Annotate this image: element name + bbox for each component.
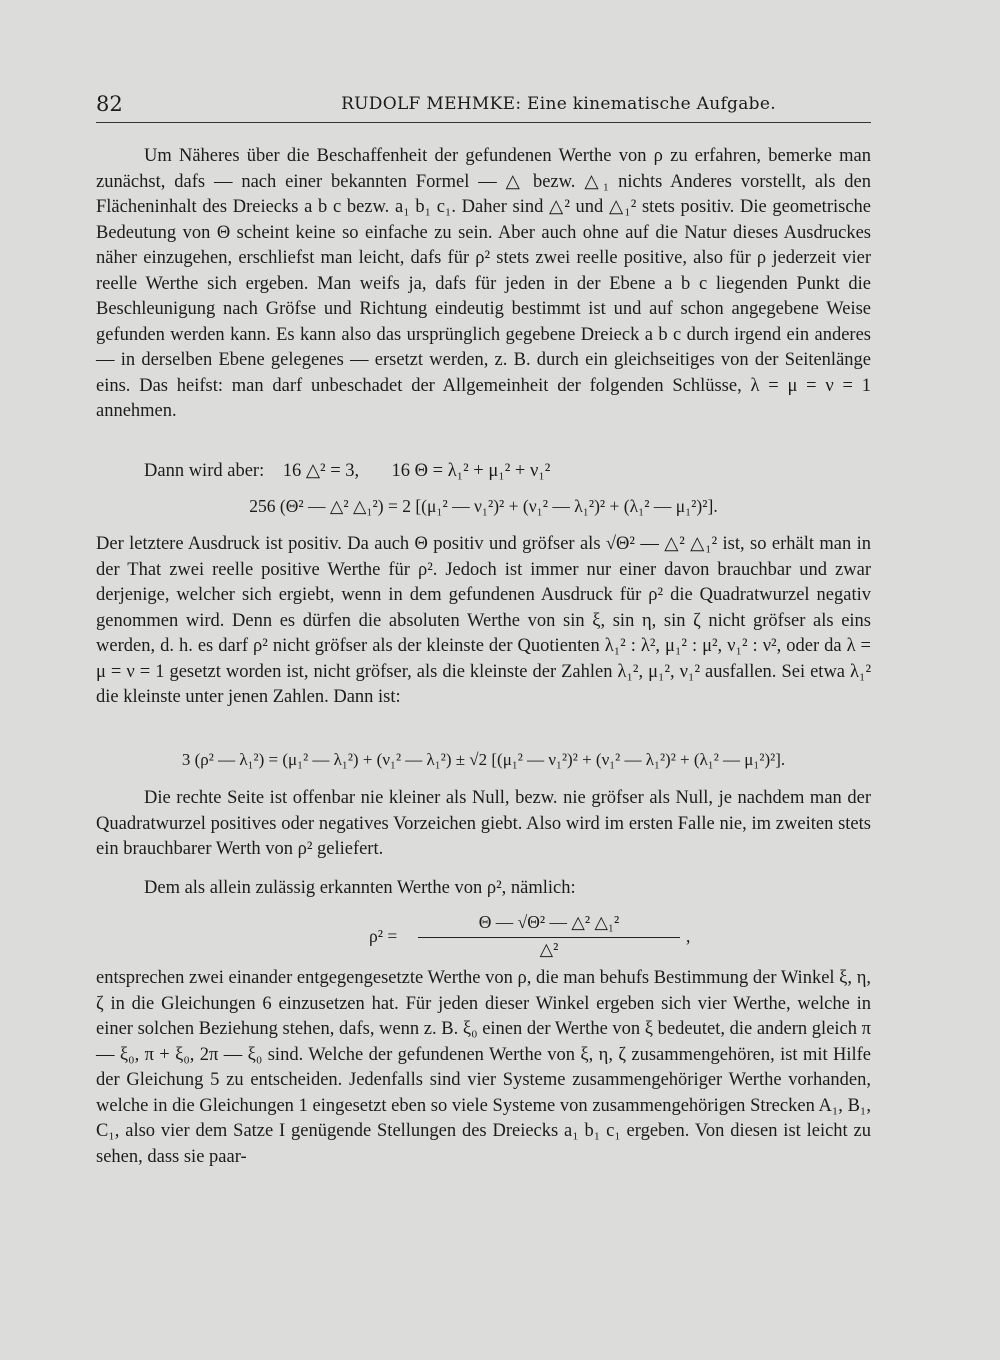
fraction-lhs: ρ² =	[369, 926, 398, 946]
equation-256: 256 (Θ² — △² △₁²) = 2 [(μ₁² — ν₁²)² + (ν₁² — λ₁²)² + (λ₁² — μ₁²)²].	[249, 496, 718, 516]
fraction-comma: ,	[686, 926, 691, 946]
page-header	[96, 92, 871, 120]
paragraph-2-text: Der letztere Ausdruck ist positiv. Da auch Θ positiv und gröfser als √Θ² — △² △₁² ist, so erhält man in der That zwei reelle positive Werthe für ρ². Jedoch ist immer nur einer davon brauchbar und zwar derjenige, welcher sich ergiebt, wenn in dem gefundenen Ausdruck für ρ² die Quadratwurzel negativ genommen wird. Denn es dürfen die absoluten Werthe von sin ξ, sin η, sin ζ nicht gröfser als eins werden, d. h. es darf ρ² nicht gröfser als der kleinste der Quotienten λ₁² : λ², μ₁² : μ², ν₁² : ν², oder da λ = μ = ν = 1 gesetzt worden ist, nicht gröfser, als die kleinste der Zahlen λ₁², μ₁², ν₁² ausfallen. Sei etwa λ₁² die kleinste unter jenen Zahlen. Dann ist:	[96, 534, 871, 707]
equation-dann	[96, 460, 871, 482]
paragraph-1	[96, 144, 871, 425]
fraction-denominator: △²	[539, 939, 559, 959]
equation-dann-text: Dann wird aber: 16 △² = 3, 16 Θ = λ₁² + μ₁² + ν₁²	[144, 461, 551, 481]
fraction-numerator: Θ — √Θ² — △² △₁²	[478, 912, 620, 932]
paragraph-3	[96, 786, 871, 863]
running-title: RUDOLF MEHMKE: Eine kinematische Aufgabe.	[341, 94, 776, 114]
equation-rho-fraction	[96, 912, 871, 962]
paragraph-1-text: Um Näheres über die Beschaffenheit der gefundenen Werthe von ρ zu erfahren, bemerke man zunächst, dafs — nach einer bekannten Formel — △ bezw. △₁ nichts Anderes vorstellt, als den Flächeninhalt des Dreiecks a b c bezw. a₁ b₁ c₁. Daher sind △² und △₁² stets positiv. Die geometrische Bedeutung von Θ scheint keine so einfache zu sein. Aber auch ohne auf die Natur dieses Ausdruckes näher einzugehen, erschliefst man leicht, dafs für ρ² stets zwei reelle positive, also für ρ jederzeit vier reelle Werthe sich ergeben. Man weifs ja, dafs für jeden in der Ebene a b c liegenden Punkt die Beschleunigung nach Gröfse und Richtung eindeutig bestimmt ist und auf schon angegebene Weise gefunden werden kann. Es kann also das ursprünglich gegebene Dreieck a b c durch irgend ein anderes — in derselben Ebene gelegenes — ersetzt werden, z. B. durch ein gleichseitiges von der Seitenlänge eins. Das heifst: man darf unbeschadet der Allgemeinheit der folgenden Schlüsse, λ = μ = ν = 1 annehmen.	[96, 146, 871, 421]
paragraph-5	[96, 966, 871, 1170]
paragraph-4-text: Dem als allein zulässig erkannten Werthe von ρ², nämlich:	[144, 878, 576, 898]
equation-3: 3 (ρ² — λ₁²) = (μ₁² — λ₁²) + (ν₁² — λ₁²) ± √2 [(μ₁² — ν₁²)² + (ν₁² — λ₁²)² + (λ₁² — μ₁²)²].	[181, 750, 786, 769]
paragraph-2	[96, 532, 871, 711]
header-rule	[96, 122, 871, 123]
paragraph-3-text: Die rechte Seite ist offenbar nie kleiner als Null, bezw. nie gröfser als Null, je nachdem man der Quadratwurzel positives oder negatives Vorzeichen giebt. Also wird im ersten Falle nie, im zweiten stets ein brauchbarer Werth von ρ² geliefert.	[96, 788, 871, 859]
paragraph-5-text: entsprechen zwei einander entgegengesetzte Werthe von ρ, die man behufs Bestimmung der Winkel ξ, η, ζ in die Gleichungen 6 einzusetzen hat. Für jeden dieser Winkel ergeben sich vier Werthe, welche in einer solchen Beziehung stehen, dafs, wenn z. B. ξ₀ einen der Werthe von ξ bedeutet, die andern gleich π — ξ₀, π + ξ₀, 2π — ξ₀ sind. Welche der gefundenen Werthe von ξ, η, ζ zusammengehören, ist mit Hilfe der Gleichung 5 zu entscheiden. Jedenfalls sind vier Systeme zusammengehöriger Werthe vorhanden, welche in die Gleichungen 1 eingesetzt eben so viele Systeme von zusammengehörigen Strecken A₁, B₁, C₁, also vier dem Satze I genügende Stellungen des Dreiecks a₁ b₁ c₁ ergeben. Von diesen ist leicht zu sehen, dass sie paar-	[96, 968, 871, 1167]
fraction-bar	[418, 937, 680, 938]
paragraph-4	[96, 876, 871, 902]
page-number: 82	[96, 92, 123, 116]
